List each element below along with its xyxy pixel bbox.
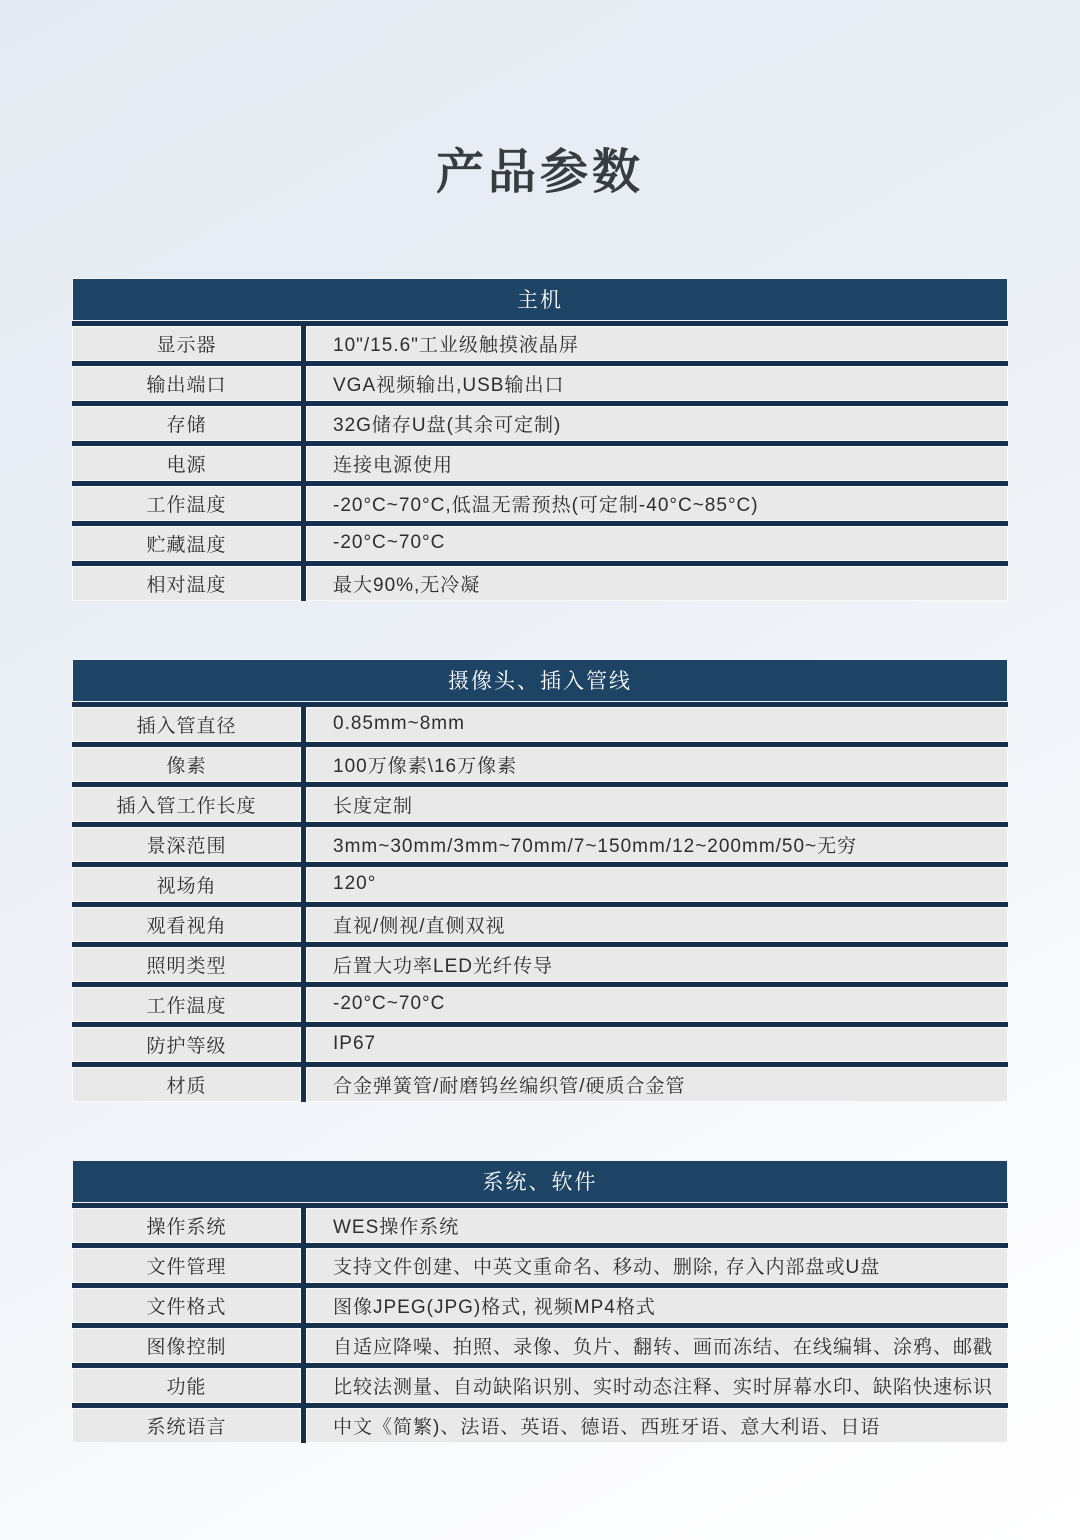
row-label-cell: 照明类型 (72, 947, 301, 982)
row-value-cell: 10"/15.6"工业级触摸液晶屏 (306, 326, 1008, 361)
row-label-cell: 工作温度 (72, 987, 301, 1022)
row-value-cell: IP67 (306, 1027, 1008, 1062)
table-section-header: 摄像头、插入管线 (72, 659, 1008, 702)
row-label-cell: 视场角 (72, 867, 301, 902)
row-label-cell: 图像控制 (72, 1328, 301, 1363)
row-label-cell: 输出端口 (72, 366, 301, 401)
table-section-header: 主机 (72, 278, 1008, 321)
row-value-cell: VGA视频输出,USB输出口 (306, 366, 1008, 401)
row-value-cell: 支持文件创建、中英文重命名、移动、删除, 存入内部盘或U盘 (306, 1248, 1008, 1283)
row-value-cell: -20°C~70°C (306, 987, 1008, 1022)
row-label-cell: 显示器 (72, 326, 301, 361)
row-value-cell: 自适应降噪、拍照、录像、负片、翻转、画而冻结、在线编辑、涂鸦、邮戳 (306, 1328, 1008, 1363)
row-label-cell: 系统语言 (72, 1408, 301, 1443)
row-value-cell: 中文《简繁)、法语、英语、德语、西班牙语、意大利语、日语 (306, 1408, 1008, 1443)
row-value-cell: 最大90%,无冷凝 (306, 566, 1008, 601)
row-value-cell: 3mm~30mm/3mm~70mm/7~150mm/12~200mm/50~无穷 (306, 827, 1008, 862)
row-value-cell: 图像JPEG(JPG)格式, 视频MP4格式 (306, 1288, 1008, 1323)
row-label-cell: 工作温度 (72, 486, 301, 521)
row-value-cell: 120° (306, 867, 1008, 902)
row-value-cell: -20°C~70°C,低温无需预热(可定制-40°C~85°C) (306, 486, 1008, 521)
row-label-cell: 防护等级 (72, 1027, 301, 1062)
row-value-cell: WES操作系统 (306, 1208, 1008, 1243)
row-value-cell: 0.85mm~8mm (306, 707, 1008, 742)
row-label-cell: 存储 (72, 406, 301, 441)
page-title: 产品参数 (435, 146, 644, 200)
row-value-cell: 直视/侧视/直侧双视 (306, 907, 1008, 942)
spec-table (72, 278, 1008, 601)
row-label-cell: 相对温度 (72, 566, 301, 601)
row-label-cell: 贮藏温度 (72, 526, 301, 561)
row-value-cell: 合金弹簧管/耐磨钨丝编织管/硬质合金管 (306, 1067, 1008, 1102)
row-label-cell: 文件格式 (72, 1288, 301, 1323)
row-value-cell: 长度定制 (306, 787, 1008, 822)
row-value-cell: -20°C~70°C (306, 526, 1008, 561)
spec-table (72, 659, 1008, 1102)
row-label-cell: 观看视角 (72, 907, 301, 942)
table-section-header: 系统、软件 (72, 1160, 1008, 1203)
row-label-cell: 文件管理 (72, 1248, 301, 1283)
row-label-cell: 像素 (72, 747, 301, 782)
spec-tables (0, 278, 1080, 1443)
row-label-cell: 材质 (72, 1067, 301, 1102)
row-label-cell: 操作系统 (72, 1208, 301, 1243)
row-value-cell: 32G储存U盘(其余可定制) (306, 406, 1008, 441)
row-label-cell: 功能 (72, 1368, 301, 1403)
row-label-cell: 插入管直径 (72, 707, 301, 742)
spec-table (72, 1160, 1008, 1443)
row-value-cell: 100万像素\16万像素 (306, 747, 1008, 782)
row-label-cell: 景深范围 (72, 827, 301, 862)
row-label-cell: 插入管工作长度 (72, 787, 301, 822)
row-label-cell: 电源 (72, 446, 301, 481)
row-value-cell: 连接电源使用 (306, 446, 1008, 481)
row-value-cell: 后置大功率LED光纤传导 (306, 947, 1008, 982)
row-value-cell: 比较法测量、自动缺陷识别、实时动态注释、实时屏幕水印、缺陷快速标识 (306, 1368, 1008, 1403)
